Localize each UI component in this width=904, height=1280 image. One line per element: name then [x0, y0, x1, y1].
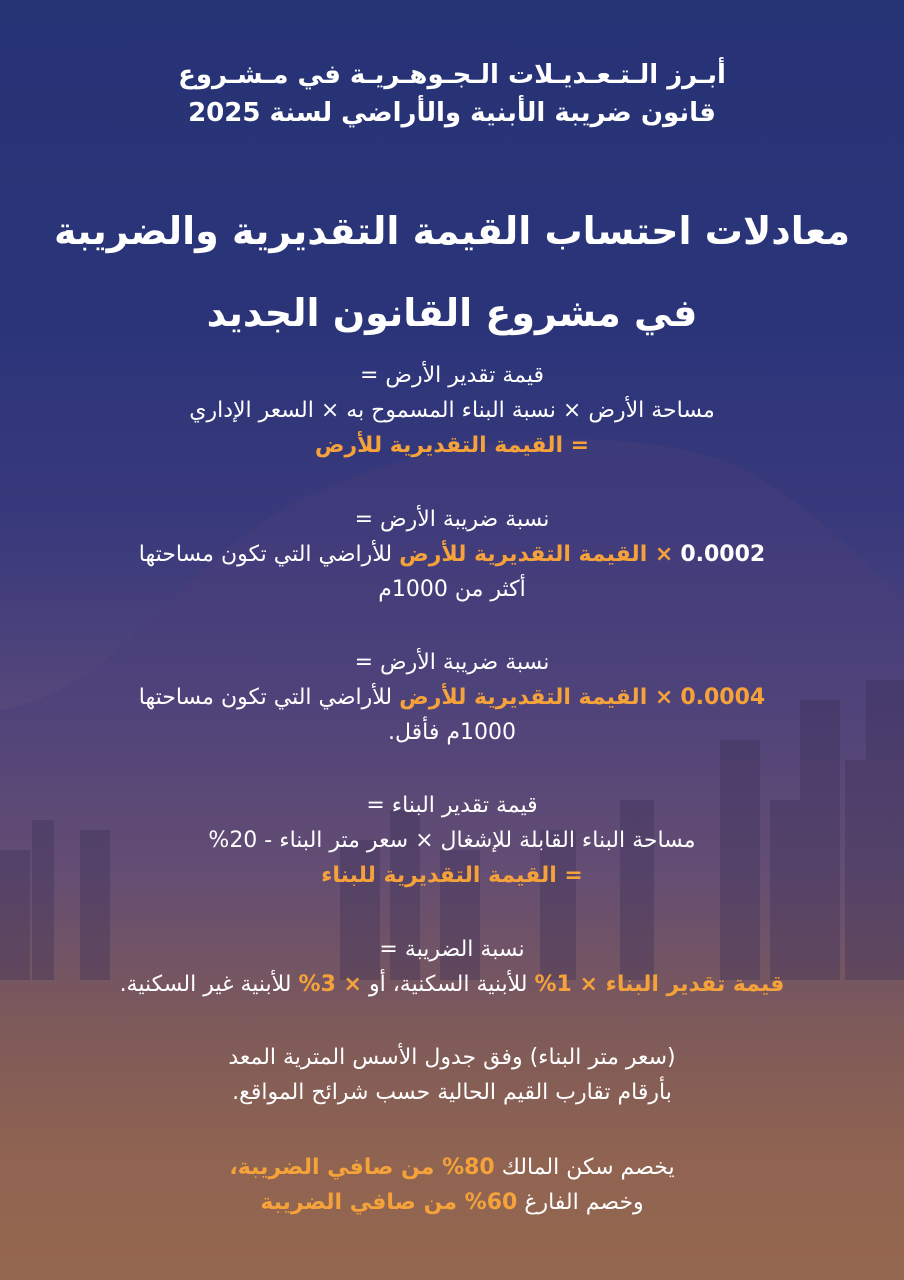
land-value-formula: مساحة الأرض × نسبة البناء المسموح به × السعر الإداري: [189, 398, 715, 423]
land-value-block: [30, 358, 874, 463]
discount-owner-prefix: يخصم سكن المالك: [501, 1155, 675, 1180]
header-line-2: قانون ضريبة الأبنية والأراضي لسنة 2025: [188, 98, 716, 128]
header: [0, 56, 904, 132]
header-line-1: أبـرز الـتـعـديـلات الـجـوهـريـة في مـشـروع: [178, 60, 726, 90]
land-tax-large-times: × القيمة التقديرية للأرض: [399, 542, 674, 567]
tax-rate-part-2: للأبنية السكنية، أو: [368, 972, 528, 997]
land-tax-small-heading: نسبة ضريبة الأرض =: [354, 650, 550, 675]
tax-rate-heading: نسبة الضريبة =: [379, 937, 525, 962]
land-tax-small-times: × القيمة التقديرية للأرض: [399, 685, 674, 710]
note-line-1: (سعر متر البناء) وفق جدول الأسس المترية المعد: [228, 1045, 676, 1070]
building-value-result: = القيمة التقديرية للبناء: [321, 863, 583, 888]
land-tax-large-block: [30, 502, 874, 607]
discount-vacant-highlight: 60% من صافي الضريبة: [260, 1190, 518, 1215]
title-line-2: في مشروع القانون الجديد: [206, 291, 698, 335]
land-tax-large-heading: نسبة ضريبة الأرض =: [354, 507, 550, 532]
title-line-1: معادلات احتساب القيمة التقديرية والضريبة: [53, 209, 850, 253]
note-line-2: بأرقام تقارب القيم الحالية حسب شرائح المواقع.: [232, 1080, 672, 1105]
land-tax-large-rate: 0.0002: [680, 542, 766, 567]
building-value-formula: مساحة البناء القابلة للإشغال × سعر متر البناء - 20%: [208, 828, 696, 853]
building-value-block: [30, 788, 874, 893]
land-tax-small-condition: للأراضي التي تكون مساحتها: [138, 685, 393, 710]
note-block: [30, 1040, 874, 1110]
land-tax-large-condition-2: أكثر من 1000م: [378, 577, 526, 602]
building-value-heading: قيمة تقدير البناء =: [366, 793, 538, 818]
tax-rate-part-4: للأبنية غير السكنية.: [119, 972, 292, 997]
land-tax-small-rate: 0.0004: [680, 685, 766, 710]
tax-rate-part-3: × 3%: [298, 972, 362, 997]
land-tax-large-condition: للأراضي التي تكون مساحتها: [138, 542, 393, 567]
tax-rate-part-1: قيمة تقدير البناء × 1%: [534, 972, 785, 997]
discounts-block: [30, 1150, 874, 1220]
land-value-result: = القيمة التقديرية للأرض: [314, 433, 590, 458]
discount-owner-highlight: 80% من صافي الضريبة،: [229, 1155, 495, 1180]
tax-rate-block: [30, 932, 874, 1002]
land-tax-small-block: [30, 645, 874, 750]
discount-vacant-prefix: وخصم الفارغ: [524, 1190, 644, 1215]
page-title: [0, 190, 904, 354]
land-tax-small-condition-2: 1000م فأقل.: [387, 720, 516, 745]
land-value-heading: قيمة تقدير الأرض =: [359, 363, 545, 388]
